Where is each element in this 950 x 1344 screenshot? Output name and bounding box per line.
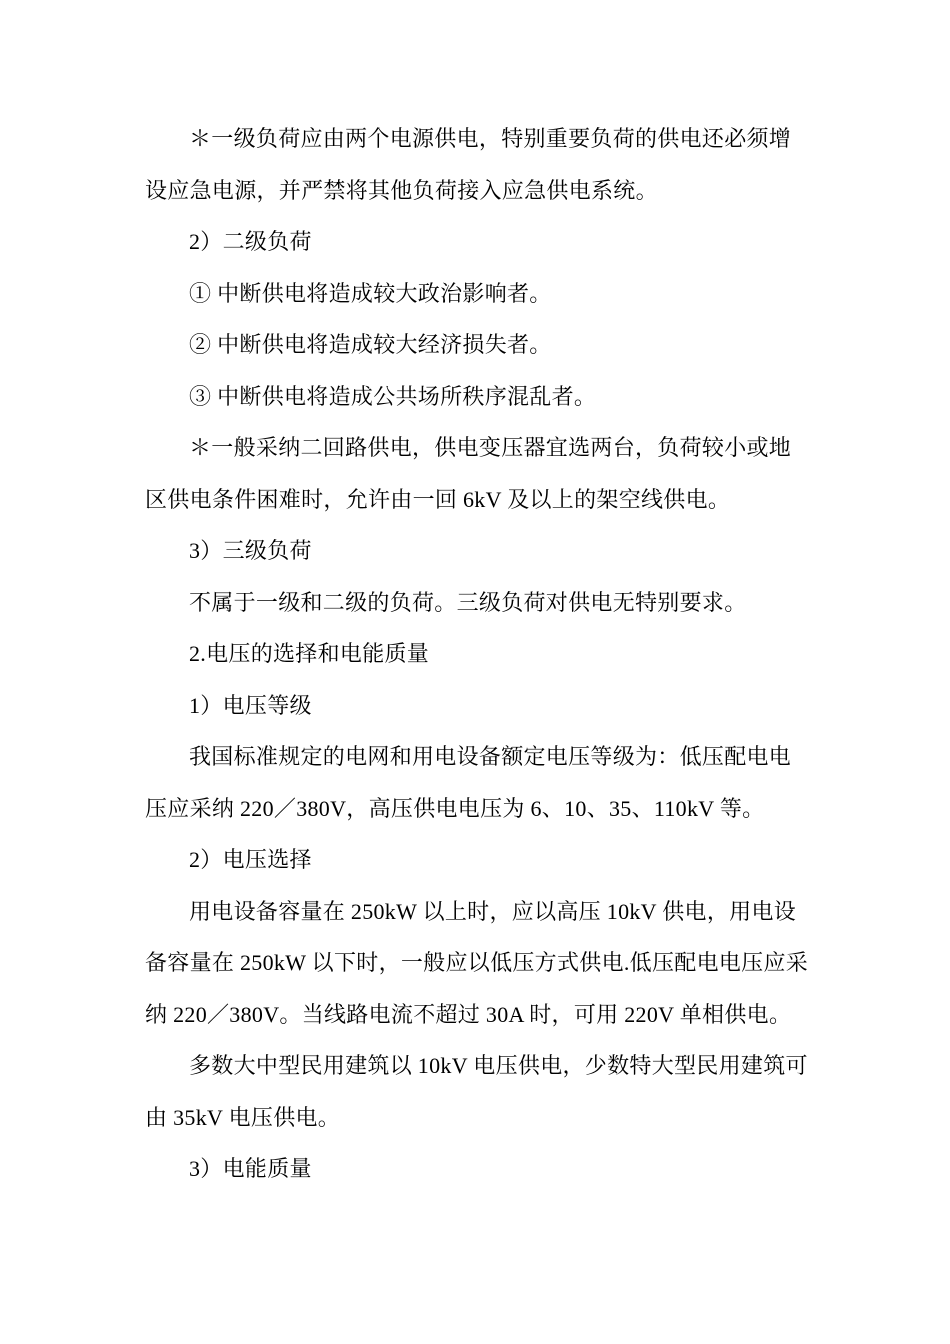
section-heading: 3）电能质量 bbox=[189, 1156, 312, 1181]
text-line: 备容量在 250kW 以下时，一般应以低压方式供电.低压配电电压应采 bbox=[145, 950, 809, 975]
text-line: 设应急电源，并严禁将其他负荷接入应急供电系统。 bbox=[145, 177, 658, 203]
text-line: 多数大中型民用建筑以 10kV 电压供电，少数特大型民用建筑可 bbox=[189, 1053, 808, 1078]
section-heading: 2）电压选择 bbox=[189, 847, 312, 872]
section-heading: 3）三级负荷 bbox=[189, 538, 312, 563]
text-line: 用电设备容量在 250kW 以上时，应以高压 10kV 供电，用电设 bbox=[189, 898, 797, 924]
section-heading: 1）电压等级 bbox=[189, 692, 312, 718]
list-item: ② 中断供电将造成较大经济损失者。 bbox=[189, 332, 552, 357]
text-line: 由 35kV 电压供电。 bbox=[145, 1104, 341, 1130]
text-line: ＊一般采纳二回路供电，供电变压器宜选两台，负荷较小或地 bbox=[189, 435, 792, 460]
text-line: 区供电条件困难时，允许由一回 6kV 及以上的架空线供电。 bbox=[145, 486, 731, 512]
list-item: ③ 中断供电将造成公共场所秩序混乱者。 bbox=[189, 383, 597, 409]
text-line: ＊一级负荷应由两个电源供电，特别重要负荷的供电还必须增 bbox=[189, 126, 792, 151]
text-line: 我国标准规定的电网和用电设备额定电压等级为：低压配电电 bbox=[189, 744, 792, 769]
text-line: 纳 220／380V。当线路电流不超过 30A 时，可用 220V 单相供电。 bbox=[145, 1001, 792, 1027]
section-heading: 2）二级负荷 bbox=[189, 229, 312, 254]
text-line: 不属于一级和二级的负荷。三级负荷对供电无特别要求。 bbox=[189, 589, 747, 615]
text-line: 压应采纳 220／380V，高压供电电压为 6、10、35、110kV 等。 bbox=[145, 795, 765, 821]
section-heading: 2.电压的选择和电能质量 bbox=[189, 641, 430, 666]
document-body bbox=[145, 113, 815, 1195]
list-item: ① 中断供电将造成较大政治影响者。 bbox=[189, 280, 552, 306]
